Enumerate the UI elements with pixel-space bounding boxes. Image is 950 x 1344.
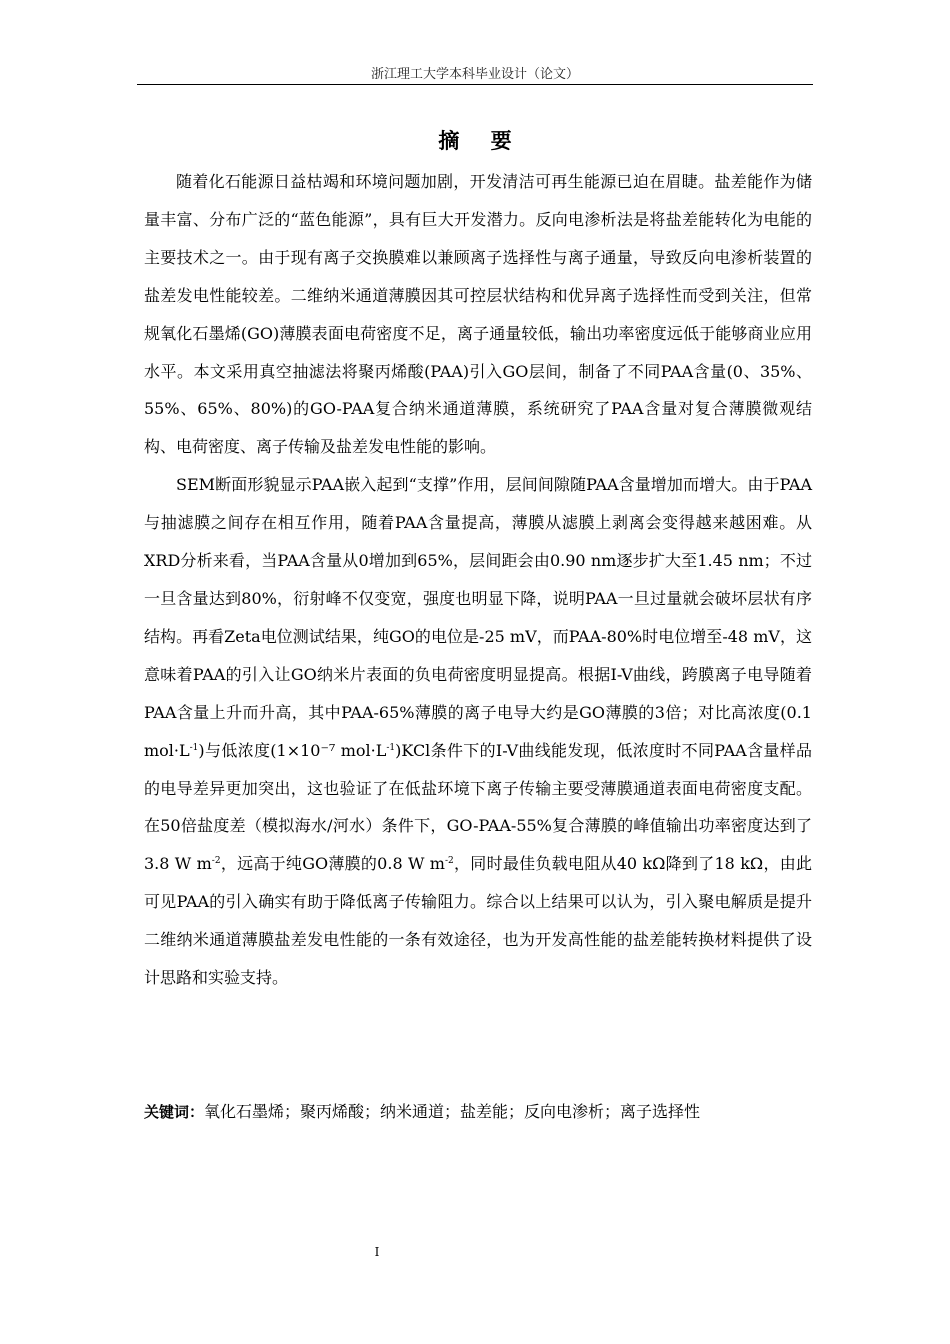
text-run: ，同时最佳负载电阻从40 kΩ降到了18 kΩ，由此可见PAA的引入确实有助于降低离子传输阻力。综合以上结果可以认为，引入聚电解质是提升二维纳米通道薄膜盐差发电性能的一条有效途径，也为开发高性能的盐差能转换材料提供了设计思路和实验支持。 xyxy=(144,854,812,988)
keywords-label: 关键词： xyxy=(144,1103,205,1121)
text-run: 随着化石能源日益枯竭和环境问题加剧，开发清洁可再生能源已迫在眉睫。盐差能作为储量丰富、分布广泛的“蓝色能源”，具有巨大开发潜力。反向电渗析法是将盐差能转化为电能的主要技术之一。由于现有离子交换膜难以兼顾离子选择性与离子通量，导致反向电渗析装置的盐差发电性能较差。二维纳米通道薄膜因其可控层状结构和优异离子选择性而受到关注，但常规氧化石墨烯(GO)薄膜表面电荷密度不足，离子通量较低，输出功率密度远低于能够商业应用水平。本文采用真空抽滤法将聚丙烯酸(PAA)引入GO层间，制备了不同PAA含量(0、35%、55%、65%、80%)的GO-PAA复合纳米通道薄膜，系统研究了PAA含量对复合薄膜微观结构、电荷密度、离子传输及盐差发电性能的影响。 xyxy=(144,172,812,457)
text-run: SEM断面形貌显示PAA嵌入起到“支撑”作用，层间间隙随PAA含量增加而增大。由于PAA与抽滤膜之间存在相互作用，随着PAA含量提高，薄膜从滤膜上剥离会变得越来越困难。从XRD分析来看，当PAA含量从0增加到65%，层间距会由0.90 nm逐步扩大至1.45 nm；不过一旦含量达到80%，衍射峰不仅变宽，强度也明显下降，说明PAA一旦过量就会破坏层状有序结构。再看Zeta电位测试结果，纯GO的电位是-25 mV，而PAA-80%时电位增至-48 mV，这意味着PAA的引入让GO纳米片表面的负电荷密度明显提高。根据I-V曲线，跨膜离子电导随着PAA含量上升而升高，其中PAA-65%薄膜的离子电导大约是GO薄膜的3倍；对比高浓度(0.1 mol·L xyxy=(144,475,812,760)
abstract-paragraph-2 xyxy=(144,466,812,997)
superscript: -2 xyxy=(444,856,454,867)
superscript: -1 xyxy=(386,742,396,753)
keywords-text: 氧化石墨烯；聚丙烯酸；纳米通道；盐差能；反向电渗析；离子选择性 xyxy=(204,1102,701,1121)
superscript: -2 xyxy=(211,856,221,867)
page-header: 浙江理工大学本科毕业设计（论文） xyxy=(370,67,579,82)
text-run: )与低浓度(1×10⁻⁷ mol·L xyxy=(198,740,387,760)
abstract-title: 摘 要 xyxy=(438,129,524,153)
header-rule xyxy=(137,84,813,85)
abstract-paragraph-1 xyxy=(144,163,812,466)
abstract-body xyxy=(144,163,812,997)
page-number: I xyxy=(374,1245,380,1259)
keywords-line xyxy=(144,1093,812,1131)
superscript: -1 xyxy=(189,742,199,753)
text-run: ，远高于纯GO薄膜的0.8 W m xyxy=(220,854,445,874)
text-run: )KCl条件下的I-V曲线能发现，低浓度时不同PAA含量样品的电导差异更加突出，这也验证了在低盐环境下离子传输主要受薄膜通道表面电荷密度支配。在50倍盐度差（模拟海水/河水）条件下，GO-PAA-55%复合薄膜的峰值输出功率密度达到了3.8 W m xyxy=(144,740,812,874)
